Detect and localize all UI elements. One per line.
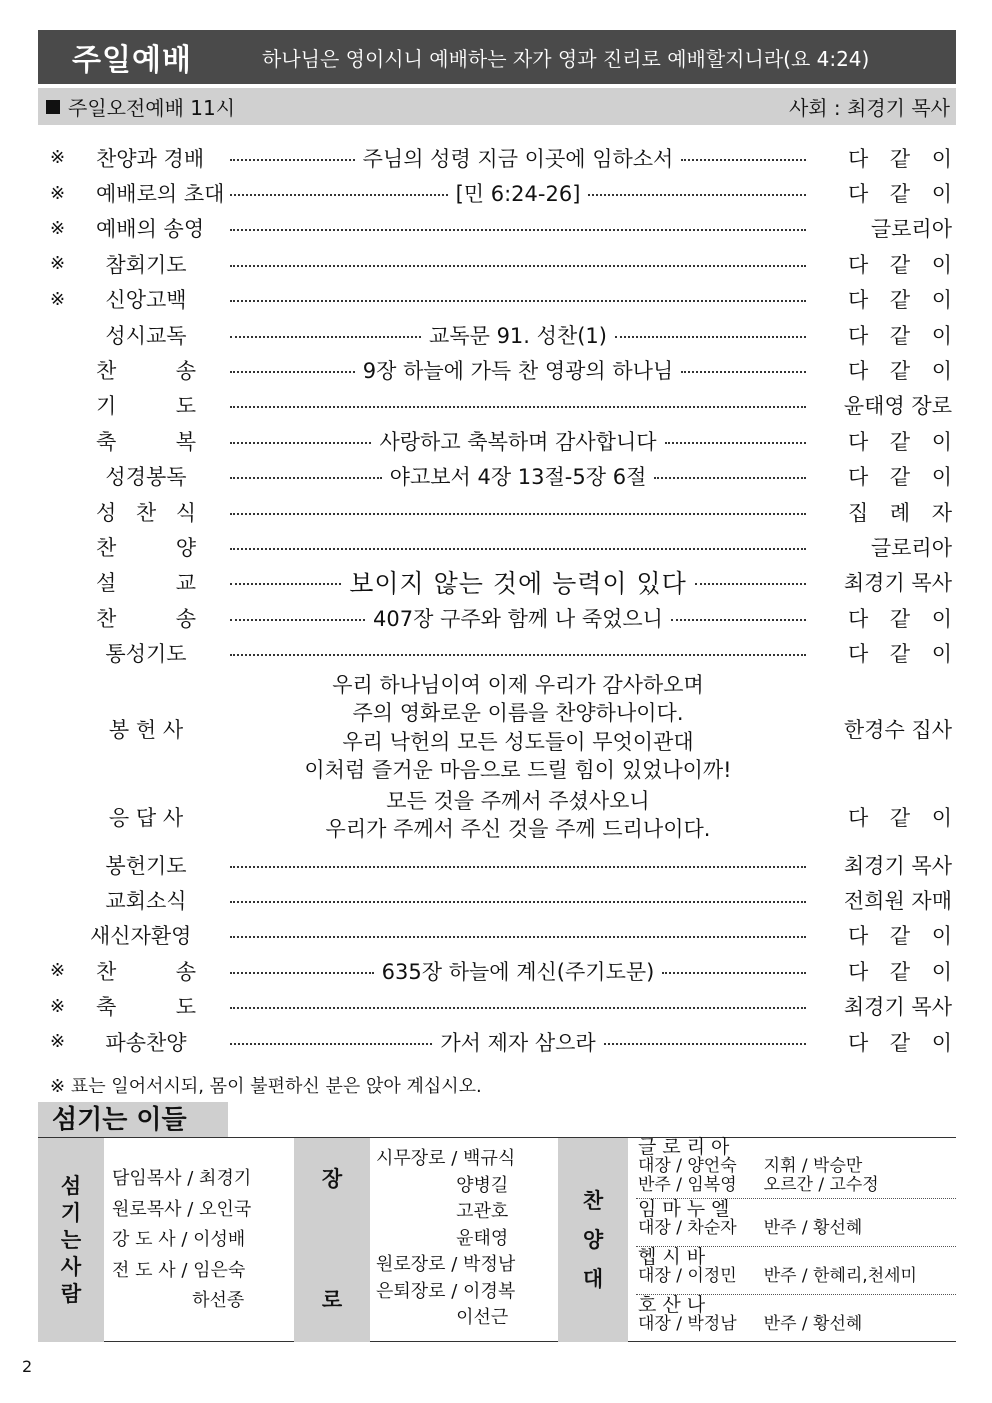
response-leader xyxy=(834,802,952,832)
order-label xyxy=(96,603,196,633)
standing-mark: ※ xyxy=(50,960,66,982)
order-row xyxy=(38,388,956,423)
service-name-group xyxy=(46,92,235,121)
order-detail-line xyxy=(230,402,806,408)
order-label xyxy=(96,390,196,420)
label-char: 설 xyxy=(96,571,117,596)
order-leader xyxy=(834,638,952,668)
dot-leader xyxy=(230,336,421,338)
order-row xyxy=(38,635,956,670)
scripture-verse: 하나님은 영이시니 예배하는 자가 영과 진리로 예배할지니라(요 4:24) xyxy=(262,46,870,71)
dot-leader xyxy=(230,300,806,302)
label-char: 같 xyxy=(889,606,911,631)
dot-leader xyxy=(230,406,806,408)
label-char: 다 xyxy=(848,959,869,984)
label-char: 도 xyxy=(175,995,196,1020)
choir-group xyxy=(636,1248,956,1286)
title-bar xyxy=(38,30,956,84)
order-detail: 가서 제자 삼으라 xyxy=(440,1030,596,1055)
order-row xyxy=(38,175,956,210)
choir-column-title xyxy=(558,1138,628,1342)
order-leader xyxy=(834,178,952,208)
offering-leader: 한경수 집사 xyxy=(843,717,952,742)
standing-mark: ※ xyxy=(50,182,66,204)
response-text xyxy=(230,787,806,844)
servants-table xyxy=(38,1138,956,1342)
column-title-char: 람 xyxy=(60,1281,82,1306)
order-detail-line xyxy=(230,296,806,302)
label-char: 같 xyxy=(889,924,911,949)
pastor-entry: 원로목사 / 오인국 xyxy=(112,1198,252,1220)
column-title-char: 대 xyxy=(582,1266,604,1291)
dot-leader xyxy=(230,442,371,444)
label-char: 다 xyxy=(848,1030,869,1055)
offering-label: 봉 헌 사 xyxy=(108,717,184,742)
dot-leader xyxy=(230,194,448,196)
label-char: 교 xyxy=(175,571,196,596)
order-leader: 윤태영 장로 xyxy=(843,394,952,419)
order-label: 참회기도 xyxy=(105,252,187,277)
label-char: 양 xyxy=(175,535,196,560)
choir-name: 호산나 xyxy=(638,1294,712,1316)
order-detail: 사랑하고 축복하며 감사합니다 xyxy=(379,429,657,454)
label-char: 이 xyxy=(931,252,952,277)
dot-leader xyxy=(604,1043,806,1045)
order-detail: 보이지 않는 것에 능력이 있다 xyxy=(349,569,687,599)
dot-leader xyxy=(230,866,806,868)
offering-line: 주의 영화로운 이름을 찬양하나이다. xyxy=(352,701,684,726)
order-row xyxy=(38,1024,956,1059)
order-label: 신앙고백 xyxy=(105,288,187,313)
label-char: 다 xyxy=(848,252,869,277)
column-title-char: 로 xyxy=(321,1288,343,1312)
label-char: 이 xyxy=(931,606,952,631)
dot-leader xyxy=(230,654,806,656)
service-bar xyxy=(38,88,956,125)
order-detail-line xyxy=(230,862,806,868)
order-detail-line xyxy=(230,650,806,656)
order-detail-line xyxy=(230,509,806,515)
order-leader xyxy=(834,920,952,950)
dot-leader xyxy=(654,477,806,479)
label-char: 다 xyxy=(848,924,869,949)
service-presider: 사회 : 최경기 목사 xyxy=(788,96,950,120)
label-char: 찬 xyxy=(96,606,117,631)
order-row xyxy=(38,847,956,882)
order-detail-line xyxy=(230,544,806,550)
dot-leader xyxy=(665,442,806,444)
standing-mark: ※ xyxy=(50,147,66,169)
label-char: 이 xyxy=(931,288,952,313)
dot-leader xyxy=(662,972,806,974)
order-leader xyxy=(834,956,952,986)
divider xyxy=(636,1198,956,1199)
order-detail-line xyxy=(230,225,806,231)
dot-leader xyxy=(615,336,806,338)
order-label: 봉헌기도 xyxy=(105,853,187,878)
column-title-char: 기 xyxy=(60,1200,82,1225)
label-char: 같 xyxy=(889,805,911,830)
offering-text xyxy=(230,671,806,785)
order-leader xyxy=(834,249,952,279)
label-char: 이 xyxy=(931,429,952,454)
order-label: 찬양과 경배 xyxy=(96,146,205,171)
label-char: 같 xyxy=(889,1030,911,1055)
pastor-list xyxy=(112,1164,251,1317)
label-char: 이 xyxy=(931,465,952,490)
dot-leader xyxy=(230,619,365,621)
order-detail-line xyxy=(230,426,806,456)
order-label xyxy=(96,956,196,986)
service-name: 주일오전예배 11시 xyxy=(68,96,236,120)
dot-leader xyxy=(671,619,806,621)
order-detail-line xyxy=(230,178,806,208)
order-label xyxy=(96,991,196,1021)
response-line: 우리가 주께서 주신 것을 주께 드리나이다. xyxy=(325,817,711,842)
label-char: 다 xyxy=(848,323,869,348)
dot-leader xyxy=(230,371,355,373)
label-char: 이 xyxy=(931,642,952,667)
page-title: 주일예배 xyxy=(72,43,192,78)
order-row xyxy=(38,988,956,1023)
order-detail-line xyxy=(230,320,806,350)
order-row xyxy=(38,423,956,458)
order-detail-line xyxy=(230,461,806,491)
response-block xyxy=(38,787,956,847)
order-label: 통성기도 xyxy=(105,642,187,667)
standing-mark: ※ xyxy=(50,253,66,275)
order-label: 교회소식 xyxy=(105,888,187,913)
choir-member-row: 대장 / 양언숙 지휘 / 박승만 xyxy=(638,1156,863,1176)
order-row xyxy=(38,565,956,600)
choir-member-row: 반주 / 임복영 오르간 / 고수정 xyxy=(638,1175,879,1195)
order-label: 성경봉독 xyxy=(105,465,187,490)
order-row xyxy=(38,494,956,529)
order-leader: 최경기 목사 xyxy=(843,571,952,596)
order-row xyxy=(38,140,956,175)
servants-heading: 섬기는 이들 xyxy=(38,1102,228,1138)
standing-note: ※ 표는 일어서시되, 몸이 불편하신 분은 앉아 계십시오. xyxy=(50,1076,482,1097)
order-label: 성시교독 xyxy=(105,323,187,348)
choir-name: 글로리아 xyxy=(638,1136,736,1158)
order-label xyxy=(96,355,196,385)
standing-mark: ※ xyxy=(50,288,66,310)
label-char: 찬 xyxy=(96,359,117,384)
dot-leader xyxy=(230,583,341,585)
order-row xyxy=(38,882,956,917)
elder-entry: 이선근 xyxy=(376,1307,509,1328)
dot-leader xyxy=(230,477,382,479)
choir-member-row: 대장 / 박정남 반주 / 황선혜 xyxy=(638,1314,863,1334)
order-label xyxy=(96,426,196,456)
dot-leader xyxy=(230,159,355,161)
divider xyxy=(636,1246,956,1247)
order-row xyxy=(38,246,956,281)
order-detail: 635장 하늘에 계신(주기도문) xyxy=(381,959,655,984)
order-leader xyxy=(834,426,952,456)
page-number: 2 xyxy=(22,1357,33,1376)
label-char: 다 xyxy=(848,805,869,830)
label-char: 복 xyxy=(175,429,196,454)
offering-line: 우리 하나님이여 이제 우리가 감사하오며 xyxy=(332,672,704,697)
label-char: 같 xyxy=(889,642,911,667)
offering-line: 우리 낙헌의 모든 성도들이 무엇이관대 xyxy=(342,729,694,754)
pastor-entry: 강 도 사 / 이성배 xyxy=(112,1229,246,1250)
servants-column-title xyxy=(38,1138,104,1342)
label-char: 이 xyxy=(931,359,952,384)
label-char: 같 xyxy=(889,359,911,384)
offering-block xyxy=(38,671,956,787)
order-label: 새신자환영 xyxy=(90,924,192,949)
order-row xyxy=(38,953,956,988)
dot-leader xyxy=(681,159,806,161)
label-char: 이 xyxy=(931,146,952,171)
order-label xyxy=(96,497,196,527)
label-char: 다 xyxy=(848,182,869,207)
divider xyxy=(636,1294,956,1295)
order-row xyxy=(38,600,956,635)
worship-order xyxy=(38,140,956,1059)
order-leader: 글로리아 xyxy=(870,535,952,560)
label-char: 같 xyxy=(889,323,911,348)
order-detail-line xyxy=(230,355,806,385)
order-leader xyxy=(834,497,952,527)
elder-entry: 윤태영 xyxy=(376,1227,509,1249)
order-detail-line xyxy=(230,261,806,267)
label-char: 이 xyxy=(931,1030,952,1055)
order-label: 예배로의 초대 xyxy=(96,182,225,207)
label-char: 식 xyxy=(175,500,196,525)
choir-member-row: 대장 / 차순자 반주 / 황선혜 xyxy=(638,1218,863,1238)
standing-mark: ※ xyxy=(50,1031,66,1052)
standing-mark: ※ xyxy=(50,217,66,239)
label-char: 성 xyxy=(96,500,117,525)
dot-leader xyxy=(230,1043,432,1045)
dot-leader xyxy=(230,901,806,903)
label-char: 같 xyxy=(889,959,911,984)
order-detail-line xyxy=(230,1003,806,1009)
order-leader xyxy=(834,603,952,633)
label-char: 기 xyxy=(96,394,117,419)
label-char: 다 xyxy=(848,288,869,313)
column-title-char: 사 xyxy=(60,1254,82,1279)
label-char: 례 xyxy=(889,500,911,525)
label-char: 축 xyxy=(96,995,117,1020)
order-row xyxy=(38,211,956,246)
choir-group xyxy=(636,1296,956,1334)
dot-leader xyxy=(695,583,806,585)
order-label: 파송찬양 xyxy=(105,1030,187,1055)
order-detail: 주님의 성령 지금 이곳에 임하소서 xyxy=(362,146,674,171)
column-title-char: 양 xyxy=(582,1227,604,1252)
pastor-entry: 하선종 xyxy=(112,1290,245,1311)
label-char: 같 xyxy=(889,429,911,454)
order-label: 예배의 송영 xyxy=(96,217,205,242)
column-title-char: 찬 xyxy=(582,1188,604,1213)
elder-entry: 은퇴장로 / 이경복 xyxy=(376,1280,516,1302)
elder-entry: 양병길 xyxy=(376,1174,509,1196)
order-label xyxy=(96,532,196,562)
column-title-char: 는 xyxy=(60,1227,82,1252)
label-char: 송 xyxy=(175,959,196,984)
order-row xyxy=(38,282,956,317)
elder-entry: 고관호 xyxy=(376,1201,509,1222)
choir-group xyxy=(636,1138,956,1195)
square-bullet-icon xyxy=(46,100,60,114)
label-char: 같 xyxy=(889,146,911,171)
dot-leader xyxy=(230,265,806,267)
order-detail-line xyxy=(230,564,806,600)
label-char: 집 xyxy=(848,500,869,525)
dot-leader xyxy=(681,371,806,373)
label-char: 이 xyxy=(931,182,952,207)
label-char: 이 xyxy=(931,924,952,949)
offering-line: 이처럼 즐거운 마음으로 드릴 힘이 있었나이까! xyxy=(304,758,732,783)
order-detail: 교독문 91. 성찬(1) xyxy=(429,323,607,348)
order-leader xyxy=(834,461,952,491)
label-char: 자 xyxy=(931,500,952,525)
label-char: 송 xyxy=(175,606,196,631)
order-detail: 야고보서 4장 13절-5장 6절 xyxy=(389,465,647,490)
label-char: 이 xyxy=(931,959,952,984)
dot-leader xyxy=(230,936,806,938)
dot-leader xyxy=(230,548,806,550)
label-char: 같 xyxy=(889,465,911,490)
label-char: 같 xyxy=(889,182,911,207)
order-leader xyxy=(834,355,952,385)
pastor-entry: 담임목사 / 최경기 xyxy=(112,1168,252,1189)
order-detail: [민 6:24-26] xyxy=(455,182,581,207)
dot-leader xyxy=(230,513,806,515)
order-row xyxy=(38,317,956,352)
order-leader: 최경기 목사 xyxy=(843,853,952,878)
elder-entry: 원로장로 / 박정남 xyxy=(376,1254,516,1275)
standing-mark: ※ xyxy=(50,995,66,1017)
order-row xyxy=(38,918,956,953)
order-leader xyxy=(834,143,952,173)
order-label xyxy=(96,567,196,597)
label-char: 찬 xyxy=(96,959,117,984)
order-detail-line xyxy=(230,956,806,986)
label-char: 이 xyxy=(931,323,952,348)
order-leader xyxy=(834,320,952,350)
order-detail-line xyxy=(230,897,806,903)
choir-name: 임마누엘 xyxy=(638,1198,736,1220)
order-detail-line xyxy=(230,143,806,173)
dot-leader xyxy=(230,1007,806,1009)
order-leader: 글로리아 xyxy=(870,217,952,242)
label-char: 같 xyxy=(889,288,911,313)
label-char: 같 xyxy=(889,252,911,277)
label-char: 찬 xyxy=(96,535,117,560)
order-detail: 9장 하늘에 가득 찬 영광의 하나님 xyxy=(362,359,674,384)
label-char: 축 xyxy=(96,429,117,454)
label-char: 다 xyxy=(848,146,869,171)
choir-group xyxy=(636,1200,956,1238)
column-title-char: 장 xyxy=(321,1167,343,1191)
label-char: 다 xyxy=(848,429,869,454)
label-char: 찬 xyxy=(135,500,157,525)
label-char: 다 xyxy=(848,606,869,631)
order-leader: 전희원 자매 xyxy=(843,888,952,913)
elder-entry: 시무장로 / 백규식 xyxy=(376,1148,516,1169)
choir-member-row: 대장 / 이정민 반주 / 한혜리,천세미 xyxy=(638,1266,917,1286)
column-title-char: 섬 xyxy=(60,1173,82,1198)
elder-list xyxy=(376,1146,515,1332)
pastor-entry: 전 도 사 / 임은숙 xyxy=(112,1259,246,1281)
order-detail-line xyxy=(230,932,806,938)
order-row xyxy=(38,459,956,494)
order-row xyxy=(38,529,956,564)
dot-leader xyxy=(230,229,806,231)
dot-leader xyxy=(588,194,806,196)
order-detail-line xyxy=(230,1027,806,1057)
order-detail: 407장 구주와 함께 나 죽었으니 xyxy=(373,606,663,631)
label-char: 도 xyxy=(175,394,196,419)
response-label: 응 답 사 xyxy=(108,805,184,830)
label-char: 송 xyxy=(175,359,196,384)
order-detail-line xyxy=(230,603,806,633)
label-char: 이 xyxy=(931,805,952,830)
order-row xyxy=(38,352,956,387)
label-char: 다 xyxy=(848,642,869,667)
dot-leader xyxy=(230,972,374,974)
label-char: 다 xyxy=(848,359,869,384)
order-leader: 최경기 목사 xyxy=(843,995,952,1020)
order-leader xyxy=(834,284,952,314)
elders-column-title xyxy=(294,1138,370,1342)
order-leader xyxy=(834,1027,952,1057)
label-char: 다 xyxy=(848,465,869,490)
choir-name: 헵시바 xyxy=(638,1246,712,1268)
response-line: 모든 것을 주께서 주셨사오니 xyxy=(386,788,650,813)
